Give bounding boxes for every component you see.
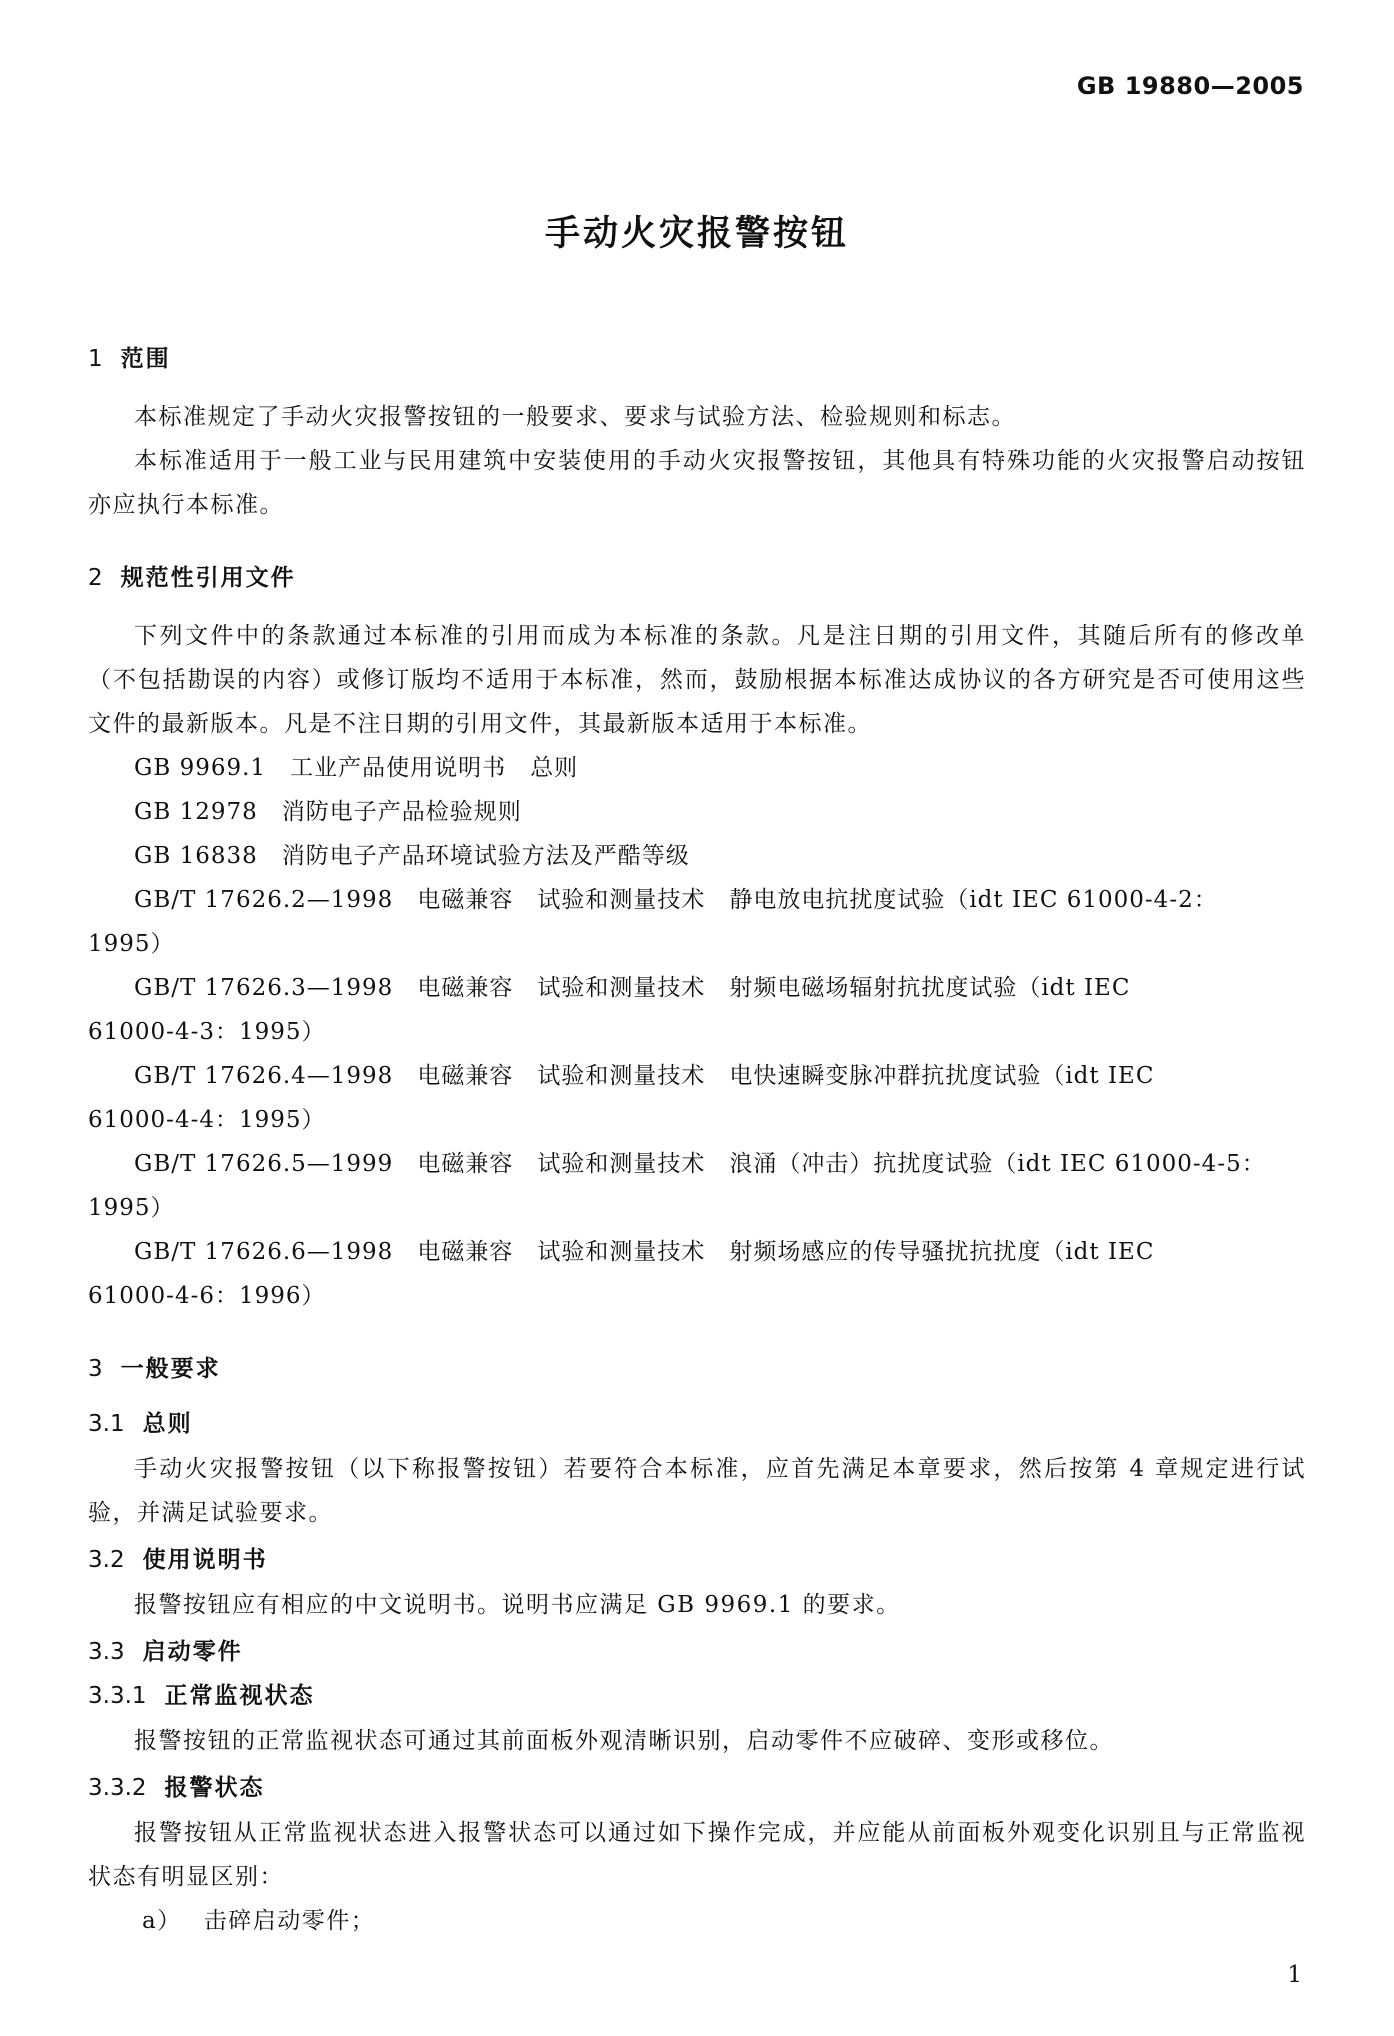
document-title: 手动火灾报警按钮 bbox=[544, 214, 849, 254]
page-number: 1 bbox=[1287, 1962, 1302, 1988]
paragraph: 报警按钮应有相应的中文说明书。说明书应满足 GB 9969.1 的要求。 bbox=[134, 1592, 901, 1618]
reference-item: GB 12978 消防电子产品检验规则 bbox=[134, 799, 522, 825]
section-title: 范围 bbox=[120, 346, 171, 372]
section-title: 一般要求 bbox=[120, 1356, 221, 1382]
subsection-3-2-heading: 3.2 使用说明书 bbox=[88, 1547, 268, 1573]
paragraph: 本标准适用于一般工业与民用建筑中安装使用的手动火灾报警按钮，其他具有特殊功能的火灾报警启动按钮亦应执行本标准。 bbox=[88, 448, 1306, 518]
subsection-3-1-heading: 3.1 总则 bbox=[88, 1411, 193, 1437]
section-number: 2 bbox=[88, 565, 103, 591]
subsection-3-3-2-heading: 3.3.2 报警状态 bbox=[88, 1775, 265, 1801]
subsection-3-3-1-heading: 3.3.1 正常监视状态 bbox=[88, 1683, 315, 1709]
reference-item: GB/T 17626.2—1998 电磁兼容 试验和测量技术 静电放电抗扰度试验（idt IEC 61000-4-2： 1995） bbox=[88, 887, 1218, 957]
section-2-heading bbox=[88, 559, 1306, 592]
reference-item: GB 9969.1 工业产品使用说明书 总则 bbox=[134, 755, 579, 781]
standard-number: GB 19880—2005 bbox=[1076, 72, 1304, 100]
reference-item: GB/T 17626.4—1998 电磁兼容 试验和测量技术 电快速瞬变脉冲群抗扰度试验（idt IEC 61000-4-4：1995） bbox=[88, 1063, 1155, 1133]
list-item: a） 击碎启动零件； bbox=[142, 1908, 376, 1934]
section-title: 规范性引用文件 bbox=[120, 565, 296, 591]
paragraph: 报警按钮从正常监视状态进入报警状态可以通过如下操作完成，并应能从前面板外观变化识别且与正常监视状态有明显区别： bbox=[88, 1820, 1306, 1890]
section-number: 1 bbox=[88, 346, 103, 372]
reference-item: GB/T 17626.5—1999 电磁兼容 试验和测量技术 浪涌（冲击）抗扰度试验（idt IEC 61000-4-5： 1995） bbox=[88, 1151, 1266, 1221]
reference-item: GB 16838 消防电子产品环境试验方法及严酷等级 bbox=[134, 843, 690, 869]
section-number: 3 bbox=[88, 1356, 103, 1382]
reference-item: GB/T 17626.6—1998 电磁兼容 试验和测量技术 射频场感应的传导骚扰抗扰度（idt IEC 61000-4-6：1996） bbox=[88, 1239, 1155, 1309]
paragraph: 本标准规定了手动火灾报警按钮的一般要求、要求与试验方法、检验规则和标志。 bbox=[134, 404, 1016, 430]
subsection-3-3-heading: 3.3 启动零件 bbox=[88, 1639, 243, 1665]
paragraph: 手动火灾报警按钮（以下称报警按钮）若要符合本标准，应首先满足本章要求，然后按第 4 章规定进行试验，并满足试验要求。 bbox=[88, 1456, 1306, 1526]
section-3-heading bbox=[88, 1350, 1306, 1383]
section-1-heading bbox=[88, 340, 1306, 373]
document-body bbox=[88, 340, 1306, 1943]
paragraph: 报警按钮的正常监视状态可通过其前面板外观清晰识别，启动零件不应破碎、变形或移位。 bbox=[134, 1728, 1114, 1754]
paragraph: 下列文件中的条款通过本标准的引用而成为本标准的条款。凡是注日期的引用文件，其随后所有的修改单（不包括勘误的内容）或修订版均不适用于本标准，然而，鼓励根据本标准达成协议的各方研究是否可使用这些文件的最新版本。凡是不注日期的引用文件，其最新版本适用于本标准。 bbox=[88, 623, 1306, 737]
reference-item: GB/T 17626.3—1998 电磁兼容 试验和测量技术 射频电磁场辐射抗扰度试验（idt IEC 61000-4-3：1995） bbox=[88, 975, 1131, 1045]
